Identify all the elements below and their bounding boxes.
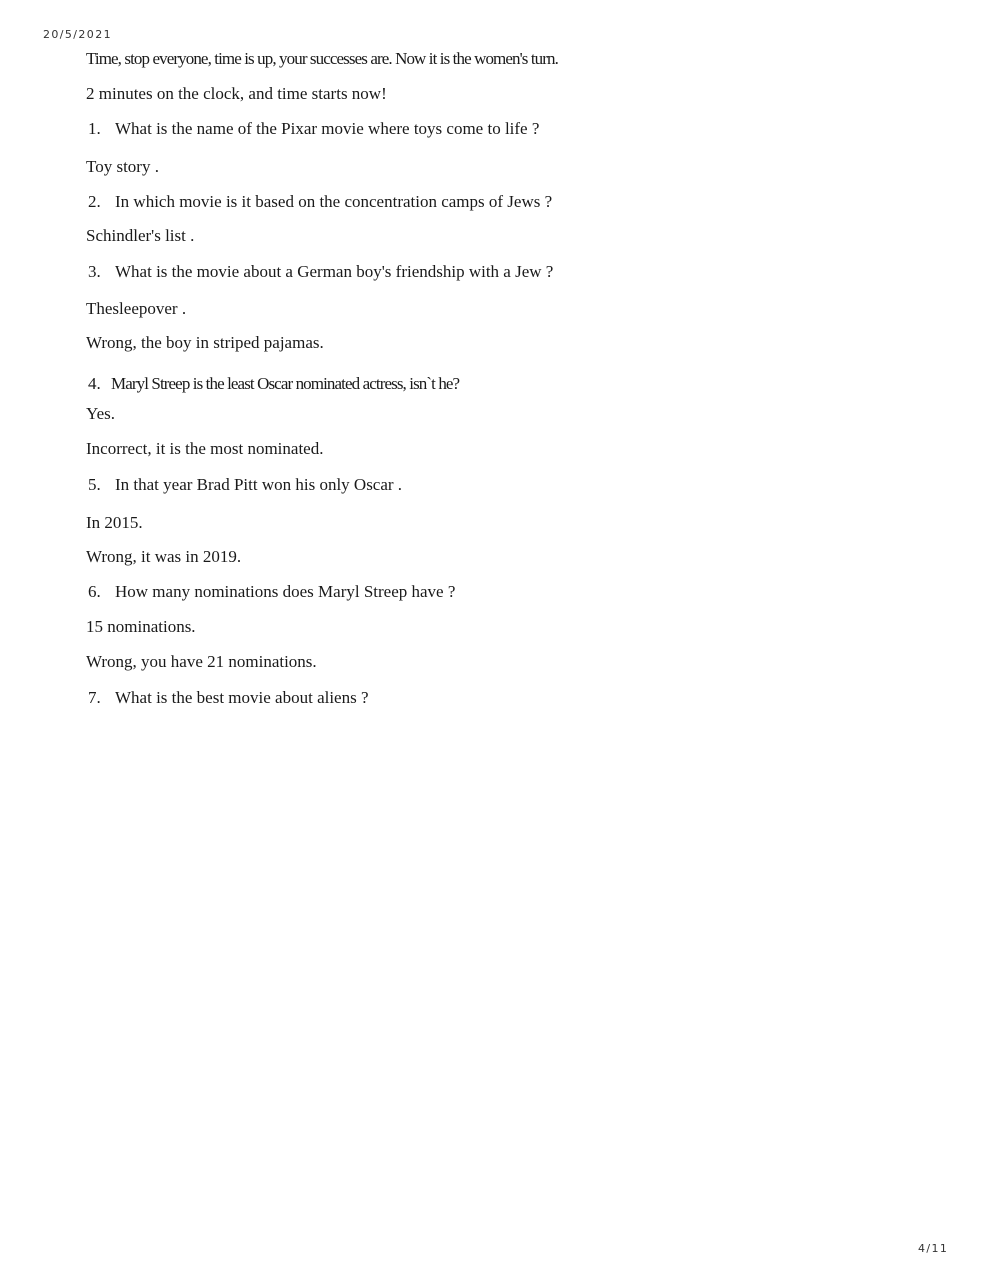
answer-3: Thesleepover . — [86, 299, 187, 318]
question-6 — [88, 582, 455, 602]
question-number: 6. — [88, 582, 101, 601]
question-7 — [88, 688, 369, 708]
answer-4: Yes. — [86, 404, 115, 423]
question-number: 1. — [88, 119, 101, 138]
question-1 — [88, 119, 539, 139]
answer-2: Schindler's list . — [86, 226, 195, 245]
question-text: What is the best movie about aliens ? — [115, 688, 369, 707]
question-text: How many nominations does Maryl Streep have ? — [115, 582, 456, 601]
question-3 — [88, 262, 553, 282]
intro-paragraph: Time, stop everyone, time is up, your successes are. Now it is the women's turn. — [86, 49, 558, 68]
question-text: What is the name of the Pixar movie where toys come to life ? — [115, 119, 540, 138]
question-4 — [88, 374, 459, 394]
question-text: In which movie is it based on the concentration camps of Jews ? — [115, 192, 553, 211]
correction-5: Wrong, it was in 2019. — [86, 547, 242, 566]
header-date: 20/5/2021 — [43, 28, 113, 41]
answer-5: In 2015. — [86, 513, 143, 532]
correction-4: Incorrect, it is the most nominated. — [86, 439, 324, 458]
question-number: 7. — [88, 688, 101, 707]
correction-6: Wrong, you have 21 nominations. — [86, 652, 317, 671]
question-number: 4. — [88, 374, 101, 393]
correction-3: Wrong, the boy in striped pajamas. — [86, 333, 324, 352]
clock-paragraph: 2 minutes on the clock, and time starts now! — [86, 84, 387, 103]
question-number: 3. — [88, 262, 101, 281]
question-text: What is the movie about a German boy's friendship with a Jew ? — [115, 262, 554, 281]
question-number: 2. — [88, 192, 101, 211]
page-number: 4/11 — [918, 1242, 949, 1255]
question-text: In that year Brad Pitt won his only Oscar . — [115, 475, 403, 494]
question-2 — [88, 192, 552, 212]
question-5 — [88, 475, 402, 495]
question-text: Maryl Streep is the least Oscar nominated actress, isn`t he? — [111, 374, 460, 393]
question-number: 5. — [88, 475, 101, 494]
answer-6: 15 nominations. — [86, 617, 196, 636]
answer-1: Toy story . — [86, 157, 159, 176]
